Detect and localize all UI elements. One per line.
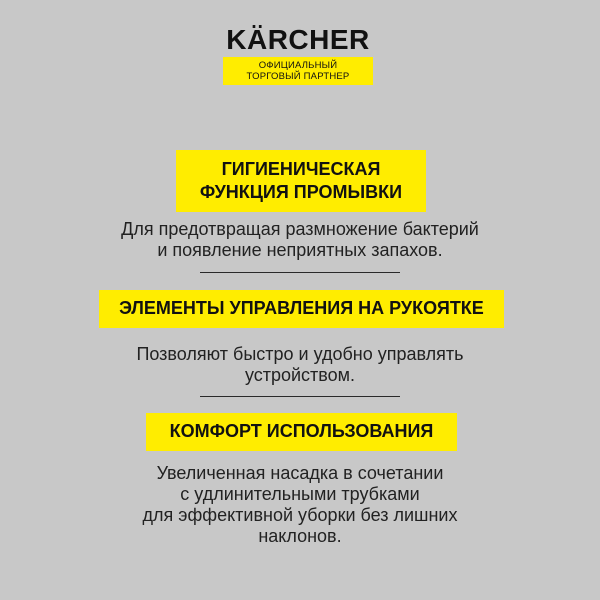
feature-heading-hygienic-rinse — [176, 150, 426, 212]
brand-name: KÄRCHER — [226, 24, 370, 55]
brand-logo — [222, 26, 374, 85]
feature-description-comfort — [75, 463, 525, 547]
section-divider — [200, 396, 400, 397]
feature-description-line: с удлинительными трубками — [180, 484, 420, 504]
feature-heading-comfort — [146, 413, 457, 451]
feature-heading-line: ФУНКЦИЯ ПРОМЫВКИ — [199, 182, 403, 202]
feature-heading-line: ЭЛЕМЕНТЫ УПРАВЛЕНИЯ НА РУКОЯТКЕ — [119, 298, 484, 318]
feature-description-line: для эффективной уборки без лишних — [142, 505, 458, 525]
partner-badge — [223, 57, 373, 85]
feature-heading-line: КОМФОРТ ИСПОЛЬЗОВАНИЯ — [169, 421, 434, 441]
feature-description-line: Увеличенная насадка в сочетании — [156, 463, 444, 483]
feature-description-line: Позволяют быстро и удобно управлять — [136, 344, 464, 364]
feature-description-line: и появление неприятных запахов. — [157, 240, 443, 260]
partner-badge-line-2: ТОРГОВЫЙ ПАРТНЕР — [246, 71, 350, 82]
feature-description-line: устройством. — [244, 365, 356, 385]
section-divider — [200, 272, 400, 273]
feature-heading-line: ГИГИЕНИЧЕСКАЯ — [221, 159, 381, 179]
feature-description-line: наклонов. — [258, 526, 342, 546]
feature-heading-handle-controls — [99, 290, 504, 328]
partner-badge-line-1: ОФИЦИАЛЬНЫЙ — [258, 60, 338, 71]
feature-description-line: Для предотвращая размножение бактерий — [121, 219, 479, 239]
feature-description-hygienic-rinse — [75, 219, 525, 261]
feature-description-handle-controls — [75, 344, 525, 386]
